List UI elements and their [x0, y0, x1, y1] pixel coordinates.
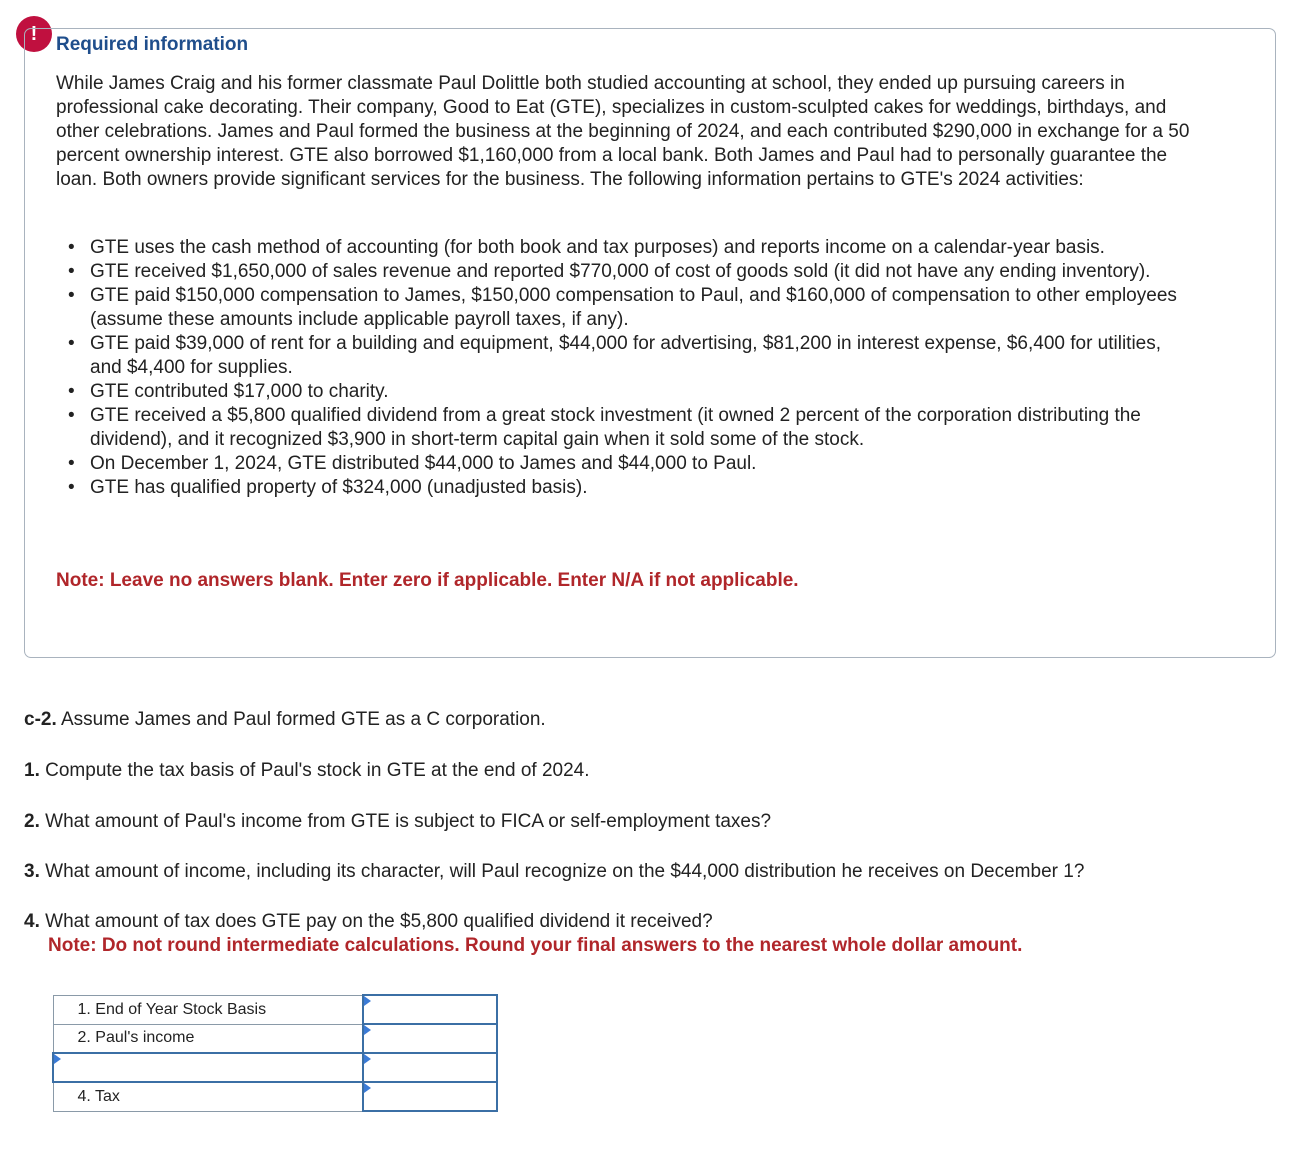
table-row: [53, 995, 497, 1024]
answer-table: [52, 994, 498, 1112]
required-info-title: Required information: [56, 34, 249, 55]
stock-basis-input-cell[interactable]: [363, 995, 497, 1024]
question-part: c-2. Assume James and Paul formed GTE as a C corporation.: [24, 709, 546, 730]
row-label: 4. Tax: [53, 1082, 363, 1111]
list-item: • GTE contributed $17,000 to charity.: [68, 381, 389, 402]
row3-value-input[interactable]: [364, 1054, 496, 1081]
input-marker-icon: [364, 996, 371, 1006]
question-item-4: 4. What amount of tax does GTE pay on the $5,800 qualified dividend it received?: [24, 911, 713, 932]
input-marker-icon: [364, 1054, 371, 1064]
row-label: 1. End of Year Stock Basis: [53, 995, 363, 1024]
list-item: • GTE received $1,650,000 of sales revenue and reported $770,000 of cost of goods sold (it did not have any ending inventory).: [68, 261, 1151, 282]
list-item: • GTE paid $39,000 of rent for a building and equipment, $44,000 for advertising, $81,200 in interest expense, $6,400 for utilities, and $4,400 for supplies.: [68, 333, 1162, 378]
pauls-income-input[interactable]: [364, 1025, 496, 1052]
row-label: 2. Paul's income: [53, 1024, 363, 1053]
list-item: • On December 1, 2024, GTE distributed $44,000 to James and $44,000 to Paul.: [68, 453, 757, 474]
question-item-2: 2. What amount of Paul's income from GTE is subject to FICA or self-employment taxes?: [24, 811, 772, 832]
input-marker-icon: [54, 1054, 61, 1064]
question-item-1: 1. Compute the tax basis of Paul's stock in GTE at the end of 2024.: [24, 760, 590, 781]
table-row: [53, 1082, 497, 1111]
tax-input[interactable]: [364, 1083, 496, 1110]
list-item: • GTE paid $150,000 compensation to James, $150,000 compensation to Paul, and $160,000 of compensation to other employees (assume these amounts include applicable payroll taxes, if any).: [68, 285, 1177, 330]
list-item: • GTE has qualified property of $324,000 (unadjusted basis).: [68, 477, 588, 498]
row3-label-input-cell[interactable]: [53, 1053, 363, 1082]
facts-list: [56, 236, 1196, 500]
instruction-note: Note: Leave no answers blank. Enter zero if applicable. Enter N/A if not applicable.: [56, 570, 799, 591]
list-item: • GTE received a $5,800 qualified dividend from a great stock investment (it owned 2 percent of the corporation distributing the dividend), and it recognized $3,900 in short-term capital gain when it sold some of the stock.: [68, 405, 1141, 450]
input-marker-icon: [364, 1025, 371, 1035]
question-item-3: 3. What amount of income, including its character, will Paul recognize on the $44,000 distribution he receives on December 1?: [24, 861, 1085, 882]
row3-label-input[interactable]: [78, 1054, 362, 1081]
alert-icon: !: [16, 16, 52, 52]
table-row: [53, 1024, 497, 1053]
stock-basis-input[interactable]: [364, 996, 496, 1023]
table-row: [53, 1053, 497, 1082]
scenario-intro: While James Craig and his former classmate Paul Dolittle both studied accounting at school, they ended up pursuing careers in professional cake decorating. Their company, Good to Eat (GTE), specializes in custom-sculpted cakes for weddings, birthdays, and other celebrations. James and Paul formed the business at the beginning of 2024, and each contributed $290,000 in exchange for a 50 percent ownership interest. GTE also borrowed $1,160,000 from a local bank. Both James and Paul had to personally guarantee the loan. Both owners provide significant services for the business. The following information pertains to GTE's 2024 activities:: [56, 73, 1190, 190]
pauls-income-input-cell[interactable]: [363, 1024, 497, 1053]
input-marker-icon: [364, 1083, 371, 1093]
rounding-note: Note: Do not round intermediate calculations. Round your final answers to the nearest whole dollar amount.: [48, 935, 1023, 956]
tax-input-cell[interactable]: [363, 1082, 497, 1111]
row3-value-input-cell[interactable]: [363, 1053, 497, 1082]
list-item: • GTE uses the cash method of accounting (for both book and tax purposes) and reports income on a calendar-year basis.: [68, 237, 1105, 258]
